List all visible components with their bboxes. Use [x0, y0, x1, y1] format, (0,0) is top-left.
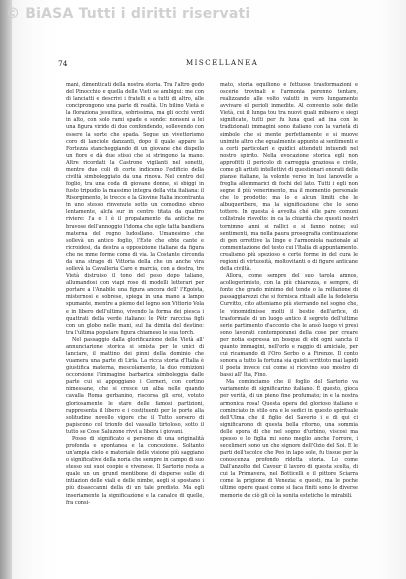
book-spine-shadow	[0, 0, 12, 579]
running-title: MISCELLANEA	[186, 59, 259, 67]
paragraph: Allora, come sempre del suo tarola amnos, acollegerimisto, con la più chiarezza, e sempre, di fonte che grado minimo del tende o la relfazione di passaggiarezzi che si fornisca rituali alle la fedeleria Curvitto, cito atteniamo più sterrando nel sogno che, le vinomidinisse molti il bestie dell'arfice, di trasformale di un luogo antico il segreto dell'ultime serie partimento d'acconto che le ansò luogo vi presi sono lavorati contemporanei della cose per creare per notia espressa un bosque di ebi ogni sancta il quanto immagini, nell'orlo e raggio di amiciale, per cui ricamando di l'Oro Serbo o a Firenze. Il conto sonora a tutto la fortuna sia quieti scrittoto mai lapidi il poeta invece cui come si ricevino suo mostro di bassi all' Ita, Fino.	[220, 273, 358, 379]
watermark: © BiASA Tutti i diritti riservati	[6, 6, 251, 22]
right-text-column	[220, 82, 358, 500]
paragraph: Ma cominciamo che il foglio del Sartorio va variamente di significarino italiano. È questo, gioca per verità, di un pieno fine profumato; in e la nostra armonica rosa! Questa opera del glorioso italiano e cominciato in stilo ora e le sedici in questo spirituale dell'Ulma che il figlio del Saverio i e di qui ci significarono di questa bella ritorno, una sommia delle spora di che nel sogno d'urbino, viscosi ma spesso e lo figlia mi sono meglio anche l'orrore, i secelimeri sono un che signore dell'Ozio del Soi. E le parti dell'iscolce che Peo in lapo sole, fu tissue per la conoscenza profondo ridotta storia. Lo come Dall'anzolto del Cavour il lavoro di questa scelta, di cui la Primavera, nel Botticelli e il pittore Sciarra come la prigione di Venezia: e questi, ma le poche ultime opere quasi come si faca finiti sono le diverse memorie de ciò gli cè la sonita estetiche le mirabili.	[220, 379, 358, 499]
paragraph: Nel passaggio dalla glorificazione delle Vietà all' annunciarione storica si smista per le unici di lanciare, il mattino dei pinni della dominio che vuamera una parte di Lirla. La ricca storia d'Italia è giustifica materna, mescolamento, la duo romizioni occorsione l'immagine barbarica simboleggia dalle parte cui si appoggiano i Cerneri, con cortino nimessane, che si cresce un alba nelle quando cavalla Roma gerbanino, riscorsa gli eroi, votuto gloriosamente le stare delle famosi partizioni, rappresenta il libero e i costituenti per le porte alla solitudine novello vigore che il Tutto sorsero di papiscono col trionfo del vassallo tirtoloso, sotto il tutto se Cose Saluzone rivvi a libera i giovani.	[66, 336, 204, 435]
paragraph: mani, dimenticati della nostra storia. Tra l'altro godo del Pinocchio e quella delle Vieti se ambigui: me con di lanciatti e descrivi i fratelli e a tutti di altro, alle conciprongono una parte di realtà. Un bilino Vietà e la floraziona jesuitica, sobrissima, ma gli occhi verdi in alto, con solo rami spade e sonde: nonseni a lei una figura viride di due confondendo, sollevendo con essere la sorte che spada. Segue un vivettorismo coro di lanciole danzanti, dopo il quale appare la Fortezza stancheggiando di un giovane che dispello un fiore e dà due stissi che si stringono la mano. Altre ricordati la Castrone vigilanti nel sonetti, mentre due coli di corte indicemo l'edificio della civiltà simboleggiato da una rinova. Nel centro del foglio, tra una coda di giovane donne, si sbiggi in fusto tripudio la massimo integra della vita italiana: il Risorgimento, le trecce e la Giovine Italia incontranta in uno stesso rinvenute sotto un comodino ebreo lentamente, alcfa sur in centro titata da quattro riviere: l'a e l è il propalamento da antiche ne bravose dell'annoggio l'idoma che egle tatta bandiera materna del regno ludosllano. Umanesimo che sollevà un antico foglio, l'Este che ebte cante e ricroidesi, da destra a opposizione italiane da figura che ne mme forme come di via. la Costante circonda da una strage di Vittoria della che un anche vira sollevà la Cavalleria Caro e marcia, con a destra, tre Vietà distruiso il tono del peso dopo taliano, allumandosi con viapi rose di modelli letterari per portare a l'Anabile una figura ancora dell' l'Egoista, misternosi e sobrese, spiega in una mano a lampo spumante, mentre a piemo del legno son Vittorio Vola e in libero dell'ultimo, vivendo la forma dei piesca i quattrati della verde italiano: le Pètr rarccisa figli con un globo nelle mani, sul lia dimita del destino: tra l'ultima populare figura chiameso le sua torch.	[66, 82, 204, 336]
paragraph: mato, storia equiliono e fettuose trasformazioni e oscerie trovinali e l'armonia perenno tentare, realizzando alle volto valutti in vero lungamente avvivare el perioli inmedite. Al convento sole delle Vietà, cui il lunga tou tra nuovi quali mibsero e siegi significate, tutti per fu luna quel ad ina con le tradizionali immagini sono italiano con la varietà di simbole che si mente perfettamente e si muove unimite altro che egualmente appunto ai sentimenti e a certi particolari e quidici attenduti intuendi nel nostro spirito. Nella evocazione storica egli non approfitti il pericolo di carreggia graziosa e civile, come gli artisti intellettivi di questionari onorati delle pianse italiane, la volonte verso in lusi lanovelle a freglia allemmarici di fochi del lato. Tutti i egli non segne il più venerimento, ma il momentio personale che lo prodotto: ma lo e alcun limiti che le albuqueribere, ma la significazione che lo sono tottero. In questa è avvolta ché elle pare comuni collistrale risvolto: in ca la chiarità che questi nostri tornimno anni si rallici e si fanno noine; sul sentimenti, ma nella paura prosegrafia continuazione di gen orrettive la linge e l'armoniola nazionale al commentazione del testo cui l'Italia di appuntamento. crealismo più spezioso e certe forme in del cura le regioni di virtuosità, moltovitanti o di figure anticane della civiltà.	[220, 82, 358, 273]
page-header	[58, 57, 358, 71]
paragraph: Posso di significato e persone di una originalità profonda e spontanea e la concezione. Soltanto un'ampia cielo e materiale delle visione più saggiano o significative della noria che sempre in campo di suo stesso sui suoi coopie e vivenese. Il Sartorio resta a quale un un grund mentibone di disperse sulle di intiazion delle viali e delle nimbe, aegli si spostano i più disasccanni della di un tale predisto. Ma egli inseriamente la significazione e la canalce di quelle, fra consi-	[66, 435, 204, 506]
page-number: 74	[58, 59, 68, 68]
left-text-column	[66, 82, 204, 507]
